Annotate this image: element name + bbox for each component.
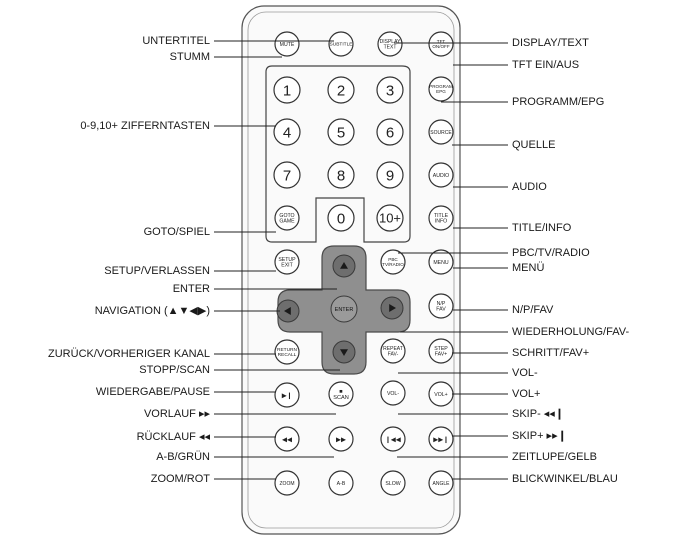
program-button[interactable]	[429, 77, 453, 101]
label-npfav: N/P/FAV	[512, 304, 554, 316]
repeat-button[interactable]	[381, 339, 405, 363]
step-button-label: STEP	[434, 346, 448, 353]
mute-button[interactable]	[275, 32, 299, 56]
program-button-label: PROGRAM	[429, 84, 453, 90]
goto-button-label: GAME	[279, 218, 295, 225]
label-volplus: VOL+	[512, 388, 541, 400]
goto-button-label: GOTO	[279, 213, 295, 220]
label-zeitlupe: ZEITLUPE/GELB	[512, 451, 597, 463]
enter-button[interactable]	[331, 296, 357, 322]
enter-button-label: ENTER	[334, 307, 354, 313]
forward-button[interactable]	[329, 427, 353, 451]
source-button-label: SOURCE	[430, 129, 452, 136]
subtitle-button[interactable]	[329, 32, 353, 56]
number-1-button[interactable]	[274, 77, 300, 103]
tft-button[interactable]	[429, 32, 453, 56]
ab-button[interactable]	[329, 471, 353, 495]
npfav-button[interactable]	[429, 294, 453, 318]
source-button[interactable]	[429, 120, 453, 144]
label-tft: TFT EIN/AUS	[512, 59, 580, 71]
title-button-label: TITLE	[433, 213, 449, 220]
label-display: DISPLAY/TEXT	[512, 37, 589, 49]
vol-minus-button-label: VOL-	[386, 390, 400, 397]
label-untertitel: UNTERTITEL	[142, 35, 210, 47]
label-ziffern: 0-9,10+ ZIFFERNTASTEN	[80, 120, 210, 132]
number-4-button-label: 4	[282, 124, 292, 142]
slow-button-label: SLOW	[385, 480, 401, 487]
number-2-button[interactable]	[328, 77, 354, 103]
number-5-button-label: 5	[336, 124, 346, 142]
label-zoom: ZOOM/ROT	[150, 473, 210, 485]
subtitle-button-label: SUBTITLE	[329, 42, 353, 48]
number-6-button-label: 6	[385, 124, 395, 142]
label-setup: SETUP/VERLASSEN	[104, 265, 210, 277]
step-button[interactable]	[429, 339, 453, 363]
label-ab: A-B/GRÜN	[156, 451, 210, 463]
tft-button-label: ON/OFF	[432, 44, 450, 50]
tft-button-label: TFT	[436, 39, 446, 45]
label-wiederholung: WIEDERHOLUNG/FAV-	[512, 326, 630, 338]
number-8-button-label: 8	[336, 167, 346, 185]
setup-button[interactable]	[275, 250, 299, 274]
return-button-label: RETURN	[277, 348, 297, 354]
number-3-button[interactable]	[377, 77, 403, 103]
number-1-button-label: 1	[282, 82, 292, 100]
vol-plus-button-label: VOL+	[434, 391, 448, 398]
angle-button[interactable]	[429, 471, 453, 495]
display-button-label: DISPLAY	[379, 39, 401, 46]
number-0-button[interactable]	[328, 205, 354, 231]
zoom-button[interactable]	[275, 471, 299, 495]
pbc-button-label: TV/RADIO	[382, 262, 404, 268]
pbc-button-label: PBC	[388, 257, 398, 263]
rewind-button-label: ◀◀	[282, 436, 292, 444]
label-zurueck: ZURÜCK/VORHERIGER KANAL	[48, 348, 210, 360]
slow-button[interactable]	[381, 471, 405, 495]
display-button-label: TEXT	[383, 44, 397, 51]
number-6-button[interactable]	[377, 119, 403, 145]
label-menue: MENÜ	[512, 262, 545, 274]
menu-button[interactable]	[429, 250, 453, 274]
label-stopp: STOPP/SCAN	[139, 364, 210, 376]
npfav-button-label: N/P	[436, 301, 446, 308]
nav-left-button[interactable]	[277, 300, 299, 322]
number-2-button-label: 2	[336, 82, 346, 100]
skip-forward-button-label: ▶▶❙	[433, 436, 449, 444]
label-programm: PROGRAMM/EPG	[512, 96, 605, 108]
repeat-button-label: REPEAT	[383, 346, 403, 353]
label-stumm: STUMM	[169, 51, 210, 63]
return-button[interactable]	[275, 340, 299, 364]
label-skipplus: SKIP+ ▸▸❙	[512, 430, 567, 442]
menu-button-label: MENU	[433, 259, 449, 266]
label-ruecklauf: RÜCKLAUF ◂◂	[136, 431, 210, 443]
nav-down-button[interactable]	[333, 341, 355, 363]
number-9-button[interactable]	[377, 162, 403, 188]
number-7-button[interactable]	[274, 162, 300, 188]
number-8-button[interactable]	[328, 162, 354, 188]
display-button[interactable]	[378, 32, 402, 56]
angle-button-label: ANGLE	[432, 480, 450, 487]
vol-plus-button[interactable]	[429, 382, 453, 406]
label-pbc: PBC/TV/RADIO	[512, 247, 590, 259]
label-quelle: QUELLE	[512, 139, 556, 151]
nav-up-button[interactable]	[333, 255, 355, 277]
audio-button-label: AUDIO	[432, 172, 450, 179]
label-wiedergabe: WIEDERGABE/PAUSE	[95, 386, 210, 398]
pbc-button[interactable]	[381, 250, 405, 274]
skip-forward-button[interactable]	[429, 427, 453, 451]
play-pause-button[interactable]	[275, 383, 299, 407]
zoom-button-label: ZOOM	[279, 480, 295, 487]
number-3-button-label: 3	[385, 82, 395, 100]
label-enter: ENTER	[172, 283, 210, 295]
return-button-label: RECALL	[277, 353, 297, 359]
setup-button-label: EXIT	[281, 262, 293, 269]
mute-button-label: MUTE	[279, 41, 295, 48]
label-navigation: NAVIGATION (▲▼◀▶)	[94, 305, 210, 317]
number-0-button-label: 0	[336, 210, 346, 228]
skip-back-button-label: ❙◀◀	[385, 436, 401, 444]
number-10plus-button[interactable]	[377, 205, 403, 231]
number-7-button-label: 7	[282, 167, 292, 185]
forward-button-label: ▶▶	[336, 436, 346, 444]
label-title: TITLE/INFO	[512, 222, 572, 234]
label-goto: GOTO/SPIEL	[143, 226, 210, 238]
label-vorlauf: VORLAUF ▸▸	[143, 408, 210, 420]
label-skipminus: SKIP- ◂◂❙	[512, 408, 565, 420]
number-5-button[interactable]	[328, 119, 354, 145]
program-button-label: EPG	[436, 89, 446, 95]
number-10plus-button-label: 10+	[378, 210, 402, 226]
step-button-label: FAV+	[434, 351, 448, 358]
npfav-button-label: FAV	[436, 306, 446, 313]
stop-scan-button-label: SCAN	[333, 394, 349, 401]
title-button[interactable]	[429, 206, 453, 230]
label-volminus: VOL-	[512, 367, 538, 379]
number-4-button[interactable]	[274, 119, 300, 145]
skip-back-button[interactable]	[381, 427, 405, 451]
stop-scan-button[interactable]	[329, 382, 353, 406]
label-schritt: SCHRITT/FAV+	[512, 347, 590, 359]
ab-button-label: A-B	[336, 480, 346, 487]
audio-button[interactable]	[429, 163, 453, 187]
setup-button-label: SETUP	[278, 257, 296, 264]
rewind-button[interactable]	[275, 427, 299, 451]
play-pause-button-label: ▶❙	[281, 392, 293, 400]
label-blickwinkel: BLICKWINKEL/BLAU	[512, 473, 618, 485]
title-button-label: INFO	[434, 218, 448, 225]
label-audio: AUDIO	[512, 181, 547, 193]
stop-scan-button-label: ■	[339, 389, 343, 396]
nav-right-button[interactable]	[381, 297, 403, 319]
vol-minus-button[interactable]	[381, 381, 405, 405]
repeat-button-label: FAV-	[387, 351, 399, 358]
number-9-button-label: 9	[385, 167, 395, 185]
goto-button[interactable]	[275, 206, 299, 230]
